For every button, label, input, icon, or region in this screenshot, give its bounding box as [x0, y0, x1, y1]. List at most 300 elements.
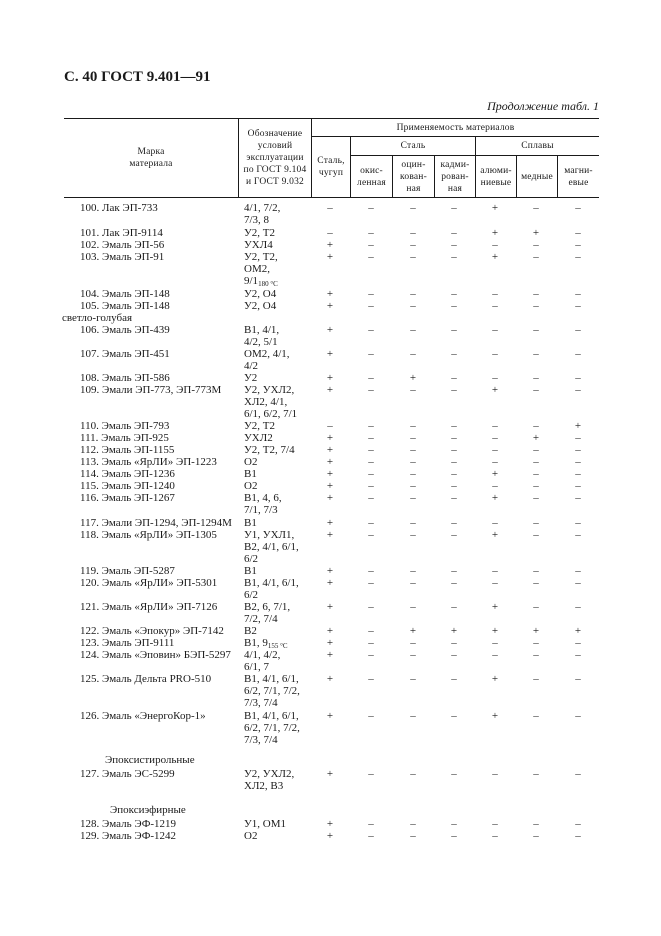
- conditions-text: 7/3, 7/4: [244, 697, 278, 709]
- applicability-mark: –: [451, 637, 457, 649]
- applicability-mark: +: [491, 601, 499, 613]
- conditions-text: В1, 4, 6,: [244, 492, 282, 504]
- applicability-mark: –: [575, 517, 581, 529]
- applicability-mark: +: [532, 227, 540, 239]
- applicability-mark: –: [368, 529, 374, 541]
- group-header-alloys: Сплавы: [521, 141, 554, 151]
- applicability-mark: –: [410, 300, 416, 312]
- applicability-mark: –: [575, 251, 581, 263]
- section-heading-epoxystyrene: Эпоксистирольные: [105, 754, 195, 766]
- material-name-continuation: светло-голубая: [62, 312, 133, 324]
- conditions-text: 6/1, 6/2, 7/1: [244, 408, 298, 420]
- material-name: 114. Эмаль ЭП-1236: [80, 468, 175, 480]
- applicability-mark: –: [451, 300, 457, 312]
- applicability-mark: –: [492, 768, 498, 780]
- applicability-mark: +: [326, 480, 334, 492]
- conditions-text: 6/2, 7/1, 7/2,: [244, 722, 300, 734]
- conditions-text: У2, Т2,: [244, 251, 278, 263]
- applicability-mark: –: [492, 565, 498, 577]
- conditions-text: В1, 4/1, 6/1,: [244, 577, 299, 589]
- applicability-mark: –: [451, 517, 457, 529]
- applicability-mark: –: [410, 239, 416, 251]
- applicability-mark: –: [575, 710, 581, 722]
- conditions-text: У2: [244, 372, 258, 384]
- applicability-mark: +: [532, 625, 540, 637]
- applicability-mark: –: [533, 480, 539, 492]
- applicability-mark: –: [575, 649, 581, 661]
- material-name: 117. Эмали ЭП-1294, ЭП-1294М: [80, 517, 232, 529]
- conditions-text: У2, Т2, 7/4: [244, 444, 295, 456]
- applicability-mark: –: [533, 768, 539, 780]
- applicability-mark: –: [492, 239, 498, 251]
- conditions-text: У2, УХЛ2,: [244, 768, 295, 780]
- applicability-mark: –: [368, 625, 374, 637]
- applicability-mark: +: [409, 372, 417, 384]
- applicability-mark: –: [533, 577, 539, 589]
- applicability-mark: +: [326, 577, 334, 589]
- applicability-mark: –: [533, 565, 539, 577]
- conditions-text: ХЛ2, 4/1,: [244, 396, 288, 408]
- applicability-mark: +: [326, 468, 334, 480]
- applicability-mark: –: [368, 456, 374, 468]
- conditions-text: УХЛ4: [244, 239, 273, 251]
- conditions-text: ОМ2, 4/1,: [244, 348, 290, 360]
- applicability-mark: –: [368, 768, 374, 780]
- applicability-mark: –: [410, 420, 416, 432]
- applicability-mark: –: [410, 517, 416, 529]
- conditions-text: В2: [244, 625, 257, 637]
- applicability-mark: –: [575, 372, 581, 384]
- material-name: 106. Эмаль ЭП-439: [80, 324, 170, 336]
- applicability-mark: –: [451, 601, 457, 613]
- subheader-label: магни- евые: [564, 165, 593, 188]
- applicability-mark: –: [492, 480, 498, 492]
- material-name: 100. Лак ЭП-733: [80, 202, 158, 214]
- subheader-label: окис- ленная: [357, 165, 386, 188]
- conditions-text: В1, 4/1, 6/1,: [244, 673, 299, 685]
- applicability-mark: –: [492, 300, 498, 312]
- material-name: 123. Эмаль ЭП-9111: [80, 637, 175, 649]
- material-name: 116. Эмаль ЭП-1267: [80, 492, 175, 504]
- subheader-label: оцин- кован- ная: [400, 159, 427, 194]
- applicability-mark: –: [410, 227, 416, 239]
- conditions-text: В2, 4/1, 6/1,: [244, 541, 299, 553]
- applicability-mark: –: [451, 288, 457, 300]
- conditions-temperature-subscript: 155 °С: [267, 642, 288, 650]
- applicability-mark: –: [410, 384, 416, 396]
- applicability-mark: +: [491, 529, 499, 541]
- col-header-applicability: Применяемость материалов: [396, 122, 515, 133]
- applicability-mark: +: [326, 601, 334, 613]
- material-name: 107. Эмаль ЭП-451: [80, 348, 170, 360]
- applicability-mark: –: [575, 288, 581, 300]
- applicability-mark: –: [368, 710, 374, 722]
- conditions-text: 4/2: [244, 360, 259, 372]
- conditions-text: 4/1, 4/2,: [244, 649, 281, 661]
- material-name: 101. Лак ЭП-9114: [80, 227, 163, 239]
- applicability-mark: –: [451, 577, 457, 589]
- conditions-text: У1, ОМ1: [244, 818, 287, 830]
- applicability-mark: –: [533, 830, 539, 842]
- conditions-text: У2, Т2: [244, 420, 276, 432]
- applicability-mark: –: [410, 565, 416, 577]
- applicability-mark: –: [492, 517, 498, 529]
- applicability-mark: –: [533, 468, 539, 480]
- applicability-mark: –: [368, 492, 374, 504]
- material-name: 105. Эмаль ЭП-148: [80, 300, 170, 312]
- applicability-mark: +: [326, 324, 334, 336]
- conditions-text: О2: [244, 480, 258, 492]
- col-header-conditions-label: Обозначение условий эксплуатации по ГОСТ 9.104 и ГОСТ 9.032: [243, 129, 307, 187]
- applicability-mark: –: [368, 348, 374, 360]
- conditions-text: 6/1, 7: [244, 661, 270, 673]
- applicability-mark: –: [451, 444, 457, 456]
- applicability-mark: –: [410, 480, 416, 492]
- applicability-mark: –: [533, 456, 539, 468]
- applicability-mark: –: [451, 239, 457, 251]
- applicability-mark: –: [368, 202, 374, 214]
- applicability-mark: –: [533, 529, 539, 541]
- col-header-material-label: Марка материала: [129, 147, 173, 169]
- conditions-text: 9/1180 °С: [244, 275, 278, 288]
- applicability-mark: –: [575, 601, 581, 613]
- material-name: 111. Эмаль ЭП-925: [80, 432, 169, 444]
- applicability-mark: –: [368, 673, 374, 685]
- material-name: 103. Эмаль ЭП-91: [80, 251, 165, 263]
- applicability-mark: +: [491, 492, 499, 504]
- applicability-mark: +: [326, 300, 334, 312]
- applicability-mark: –: [451, 251, 457, 263]
- applicability-mark: –: [575, 444, 581, 456]
- applicability-mark: +: [491, 625, 499, 637]
- applicability-mark: –: [533, 239, 539, 251]
- applicability-mark: –: [410, 348, 416, 360]
- page-header: С. 40 ГОСТ 9.401—91: [64, 69, 211, 85]
- applicability-mark: –: [575, 202, 581, 214]
- applicability-mark: +: [574, 420, 582, 432]
- applicability-mark: –: [533, 324, 539, 336]
- conditions-text: 4/2, 5/1: [244, 336, 278, 348]
- material-name: 110. Эмаль ЭП-793: [80, 420, 170, 432]
- applicability-mark: –: [533, 202, 539, 214]
- applicability-mark: –: [327, 420, 333, 432]
- conditions-text: О2: [244, 456, 258, 468]
- applicability-mark: –: [451, 492, 457, 504]
- applicability-mark: –: [492, 637, 498, 649]
- applicability-mark: –: [368, 432, 374, 444]
- applicability-mark: –: [575, 529, 581, 541]
- applicability-mark: +: [491, 251, 499, 263]
- applicability-mark: +: [532, 432, 540, 444]
- conditions-text: В1: [244, 565, 257, 577]
- applicability-mark: –: [492, 324, 498, 336]
- applicability-mark: –: [533, 637, 539, 649]
- applicability-mark: +: [326, 432, 334, 444]
- applicability-mark: –: [492, 456, 498, 468]
- subheader-label: Сталь, чугуп: [317, 156, 345, 178]
- applicability-mark: –: [533, 710, 539, 722]
- applicability-mark: –: [575, 468, 581, 480]
- applicability-mark: –: [533, 384, 539, 396]
- material-name: 108. Эмаль ЭП-586: [80, 372, 170, 384]
- applicability-mark: –: [327, 227, 333, 239]
- material-name: 127. Эмаль ЭС-5299: [80, 768, 175, 780]
- applicability-mark: +: [491, 227, 499, 239]
- applicability-mark: +: [491, 710, 499, 722]
- applicability-mark: –: [575, 480, 581, 492]
- section-heading-epoxyester: Эпоксиэфирные: [110, 804, 186, 816]
- applicability-mark: +: [326, 649, 334, 661]
- material-name: 126. Эмаль «ЭнергоКор-1»: [80, 710, 206, 722]
- applicability-mark: –: [410, 710, 416, 722]
- conditions-text: 6/2: [244, 589, 259, 601]
- applicability-mark: –: [533, 517, 539, 529]
- applicability-mark: –: [575, 348, 581, 360]
- applicability-mark: –: [451, 324, 457, 336]
- applicability-mark: –: [368, 517, 374, 529]
- applicability-mark: +: [326, 444, 334, 456]
- conditions-text: В1, 4/1,: [244, 324, 280, 336]
- applicability-mark: –: [492, 348, 498, 360]
- applicability-mark: –: [451, 468, 457, 480]
- material-name: 125. Эмаль Дельта PRO-510: [80, 673, 212, 685]
- applicability-mark: –: [368, 637, 374, 649]
- material-name: 129. Эмаль ЭФ-1242: [80, 830, 177, 842]
- applicability-mark: –: [410, 288, 416, 300]
- applicability-mark: –: [410, 444, 416, 456]
- applicability-mark: –: [410, 324, 416, 336]
- applicability-mark: –: [368, 420, 374, 432]
- applicability-mark: –: [368, 480, 374, 492]
- applicability-mark: –: [410, 649, 416, 661]
- applicability-mark: –: [410, 529, 416, 541]
- applicability-mark: –: [451, 710, 457, 722]
- conditions-text: 7/2, 7/4: [244, 613, 278, 625]
- material-name: 128. Эмаль ЭФ-1219: [80, 818, 177, 830]
- applicability-mark: –: [410, 251, 416, 263]
- applicability-mark: –: [410, 468, 416, 480]
- material-name: 113. Эмаль «ЯрЛИ» ЭП-1223: [80, 456, 217, 468]
- conditions-temperature-subscript: 180 °С: [258, 280, 278, 288]
- applicability-mark: –: [575, 324, 581, 336]
- material-name: 122. Эмаль «Эпокур» ЭП-7142: [80, 625, 224, 637]
- applicability-mark: –: [368, 227, 374, 239]
- subheader-label: медные: [521, 171, 553, 182]
- material-name: 112. Эмаль ЭП-1155: [80, 444, 175, 456]
- applicability-mark: –: [451, 372, 457, 384]
- conditions-text: В1, 4/1, 6/1,: [244, 710, 299, 722]
- applicability-mark: +: [491, 384, 499, 396]
- applicability-mark: –: [410, 673, 416, 685]
- applicability-mark: –: [368, 384, 374, 396]
- applicability-mark: –: [492, 577, 498, 589]
- applicability-mark: +: [326, 818, 334, 830]
- applicability-mark: –: [492, 420, 498, 432]
- applicability-mark: –: [451, 432, 457, 444]
- conditions-text: У2, О4: [244, 288, 277, 300]
- applicability-mark: –: [451, 420, 457, 432]
- material-name: 119. Эмаль ЭП-5287: [80, 565, 175, 577]
- applicability-mark: –: [410, 432, 416, 444]
- conditions-text: В2, 6, 7/1,: [244, 601, 291, 613]
- conditions-text: 7/3, 8: [244, 214, 270, 226]
- applicability-mark: +: [491, 202, 499, 214]
- applicability-mark: –: [451, 768, 457, 780]
- applicability-mark: –: [575, 432, 581, 444]
- applicability-mark: –: [533, 372, 539, 384]
- applicability-mark: –: [451, 649, 457, 661]
- applicability-mark: –: [575, 577, 581, 589]
- applicability-mark: +: [326, 239, 334, 251]
- applicability-mark: +: [326, 625, 334, 637]
- applicability-mark: +: [326, 456, 334, 468]
- applicability-mark: –: [492, 830, 498, 842]
- applicability-mark: –: [368, 288, 374, 300]
- material-name: 124. Эмаль «Эповин» БЭП-5297: [80, 649, 231, 661]
- applicability-mark: +: [326, 637, 334, 649]
- applicability-mark: –: [451, 348, 457, 360]
- applicability-mark: +: [326, 710, 334, 722]
- applicability-mark: –: [410, 637, 416, 649]
- applicability-mark: –: [533, 348, 539, 360]
- conditions-text: В1: [244, 517, 257, 529]
- applicability-mark: +: [491, 673, 499, 685]
- applicability-mark: –: [533, 492, 539, 504]
- applicability-mark: –: [451, 818, 457, 830]
- applicability-mark: –: [575, 456, 581, 468]
- applicability-mark: –: [368, 565, 374, 577]
- applicability-mark: +: [409, 625, 417, 637]
- applicability-mark: –: [533, 251, 539, 263]
- applicability-mark: –: [451, 830, 457, 842]
- material-name: 121. Эмаль «ЯрЛИ» ЭП-7126: [80, 601, 218, 613]
- applicability-mark: –: [492, 288, 498, 300]
- applicability-mark: –: [575, 384, 581, 396]
- applicability-mark: –: [575, 227, 581, 239]
- group-header-steel: Сталь: [400, 141, 426, 151]
- applicability-mark: –: [410, 492, 416, 504]
- material-name: 109. Эмали ЭП-773, ЭП-773М: [80, 384, 222, 396]
- applicability-mark: –: [451, 673, 457, 685]
- material-name: 102. Эмаль ЭП-56: [80, 239, 165, 251]
- applicability-mark: +: [326, 251, 334, 263]
- applicability-mark: –: [368, 830, 374, 842]
- material-name: 120. Эмаль «ЯрЛИ» ЭП-5301: [80, 577, 218, 589]
- table-continuation-note: Продолжение табл. 1: [487, 99, 599, 113]
- applicability-mark: –: [451, 529, 457, 541]
- applicability-mark: –: [533, 601, 539, 613]
- applicability-mark: +: [326, 288, 334, 300]
- conditions-text: У2, О4: [244, 300, 277, 312]
- conditions-text: О2: [244, 830, 258, 842]
- applicability-mark: –: [368, 372, 374, 384]
- applicability-mark: +: [326, 348, 334, 360]
- material-name: 115. Эмаль ЭП-1240: [80, 480, 175, 492]
- applicability-mark: +: [326, 768, 334, 780]
- applicability-mark: +: [326, 673, 334, 685]
- conditions-text: У2, УХЛ2,: [244, 384, 295, 396]
- conditions-text: В1, 9155 °С: [244, 637, 288, 650]
- applicability-mark: –: [575, 768, 581, 780]
- applicability-mark: +: [326, 517, 334, 529]
- applicability-mark: +: [574, 625, 582, 637]
- applicability-mark: –: [492, 372, 498, 384]
- subheader-label: кадми- рован- ная: [440, 159, 470, 194]
- applicability-mark: –: [368, 324, 374, 336]
- conditions-text: 7/1, 7/3: [244, 504, 278, 516]
- applicability-mark: –: [451, 227, 457, 239]
- applicability-mark: –: [368, 601, 374, 613]
- applicability-mark: –: [368, 468, 374, 480]
- conditions-text: 7/3, 7/4: [244, 734, 278, 746]
- applicability-mark: –: [575, 492, 581, 504]
- applicability-mark: –: [575, 818, 581, 830]
- material-name: 104. Эмаль ЭП-148: [80, 288, 170, 300]
- applicability-mark: –: [410, 768, 416, 780]
- conditions-text: 6/2: [244, 553, 259, 565]
- conditions-text: У2, Т2: [244, 227, 276, 239]
- applicability-mark: –: [575, 239, 581, 251]
- applicability-mark: –: [368, 300, 374, 312]
- applicability-mark: +: [326, 565, 334, 577]
- applicability-mark: –: [368, 649, 374, 661]
- applicability-mark: –: [451, 480, 457, 492]
- applicability-mark: –: [368, 577, 374, 589]
- conditions-text: УХЛ2: [244, 432, 273, 444]
- applicability-mark: –: [533, 818, 539, 830]
- applicability-mark: +: [326, 529, 334, 541]
- applicability-mark: –: [451, 202, 457, 214]
- applicability-mark: –: [368, 444, 374, 456]
- applicability-mark: –: [575, 300, 581, 312]
- conditions-text: ОМ2,: [244, 263, 270, 275]
- applicability-mark: –: [410, 202, 416, 214]
- applicability-mark: –: [533, 673, 539, 685]
- applicability-mark: –: [533, 444, 539, 456]
- applicability-mark: –: [368, 239, 374, 251]
- conditions-text: В1: [244, 468, 257, 480]
- applicability-mark: –: [410, 601, 416, 613]
- applicability-mark: –: [575, 565, 581, 577]
- applicability-mark: +: [326, 384, 334, 396]
- applicability-mark: –: [492, 444, 498, 456]
- applicability-mark: +: [326, 492, 334, 504]
- applicability-mark: +: [491, 468, 499, 480]
- conditions-text: ХЛ2, В3: [244, 780, 284, 792]
- subheader-label: алюми- ниевые: [480, 165, 512, 188]
- applicability-mark: –: [451, 456, 457, 468]
- applicability-mark: –: [368, 251, 374, 263]
- applicability-mark: –: [410, 830, 416, 842]
- applicability-mark: –: [575, 637, 581, 649]
- applicability-mark: –: [533, 300, 539, 312]
- conditions-text: У1, УХЛ1,: [244, 529, 295, 541]
- applicability-mark: +: [450, 625, 458, 637]
- applicability-mark: –: [327, 202, 333, 214]
- material-name: 118. Эмаль «ЯрЛИ» ЭП-1305: [80, 529, 217, 541]
- applicability-mark: +: [326, 372, 334, 384]
- applicability-mark: –: [492, 818, 498, 830]
- applicability-mark: –: [410, 456, 416, 468]
- applicability-mark: –: [492, 649, 498, 661]
- applicability-mark: –: [368, 818, 374, 830]
- conditions-text: 6/2, 7/1, 7/2,: [244, 685, 300, 697]
- applicability-mark: –: [451, 384, 457, 396]
- applicability-mark: +: [326, 830, 334, 842]
- applicability-mark: –: [533, 288, 539, 300]
- applicability-mark: –: [575, 673, 581, 685]
- applicability-mark: –: [410, 577, 416, 589]
